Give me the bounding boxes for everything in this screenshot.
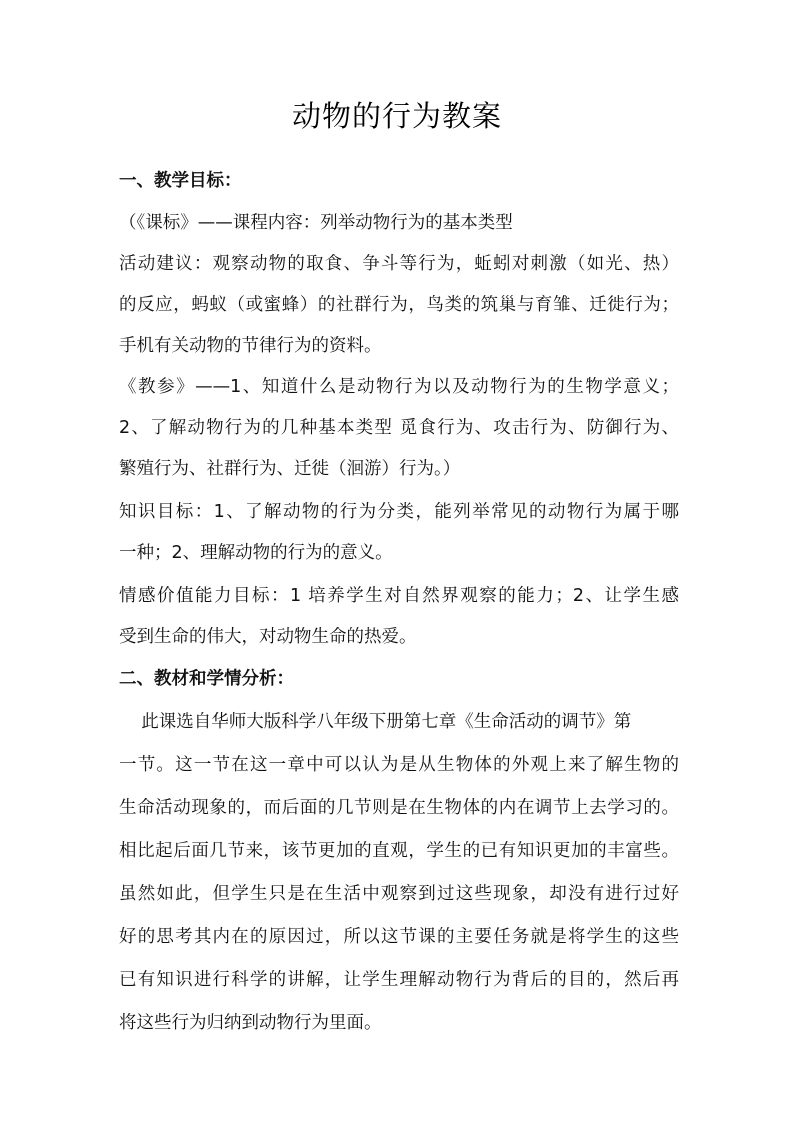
paragraph-line: 好的思考其内在的原因过，所以这节课的主要任务就是将学生的这些 [119, 927, 679, 947]
paragraph-line: 情感价值能力目标：1 培养学生对自然界观察的能力；2、让学生感 [119, 586, 679, 606]
paragraph-line: 虽然如此，但学生只是在生活中观察到过这些现象，却没有进行过好 [119, 884, 679, 904]
paragraph-line: 相比起后面几节来，该节更加的直观，学生的已有知识更加的丰富些。 [119, 841, 679, 861]
paragraph-line: 受到生命的伟大，对动物生命的热爱。 [119, 627, 417, 647]
paragraph-line: 一节。这一节在这一章中可以认为是从生物体的外观上来了解生物的 [119, 755, 679, 775]
paragraph-line: 知识目标：1、了解动物的行为分类，能列举常见的动物行为属于哪 [119, 502, 679, 522]
section-heading-teaching-goals: 一、教学目标： [119, 171, 242, 191]
paragraph-line: 2、了解动物行为的几种基本类型 觅食行为、攻击行为、防御行为、 [119, 418, 679, 438]
paragraph-line: 此课选自华师大版科学八年级下册第七章《生命活动的调节》第 [119, 712, 632, 732]
paragraph-line: 已有知识进行科学的讲解，让学生理解动物行为背后的目的，然后再 [119, 970, 679, 990]
paragraph-line: 手机有关动物的节律行为的资料。 [119, 336, 382, 356]
paragraph-line: 活动建议：观察动物的取食、争斗等行为，蚯蚓对刺激（如光、热） [119, 254, 679, 274]
paragraph-line: 将这些行为归纳到动物行为里面。 [119, 1013, 382, 1033]
paragraph-line: 繁殖行为、社群行为、迁徙（洄游）行为。） [119, 459, 461, 479]
paragraph-line: 的反应，蚂蚁（或蜜蜂）的社群行为，鸟类的筑巢与育雏、迁徙行为； [119, 295, 679, 315]
paragraph-line: （《课标》——课程内容：列举动物行为的基本类型 [119, 213, 513, 233]
paragraph-line: 一种；2、理解动物的行为的意义。 [119, 543, 393, 563]
document-title: 动物的行为教案 [291, 99, 502, 133]
paragraph-line: 《教参》——1、知道什么是动物行为以及动物行为的生物学意义； [119, 377, 679, 397]
paragraph-line: 生命活动现象的，而后面的几节则是在生物体的内在调节上去学习的。 [119, 798, 679, 818]
section-heading-materials-analysis: 二、教材和学情分析： [119, 669, 294, 689]
